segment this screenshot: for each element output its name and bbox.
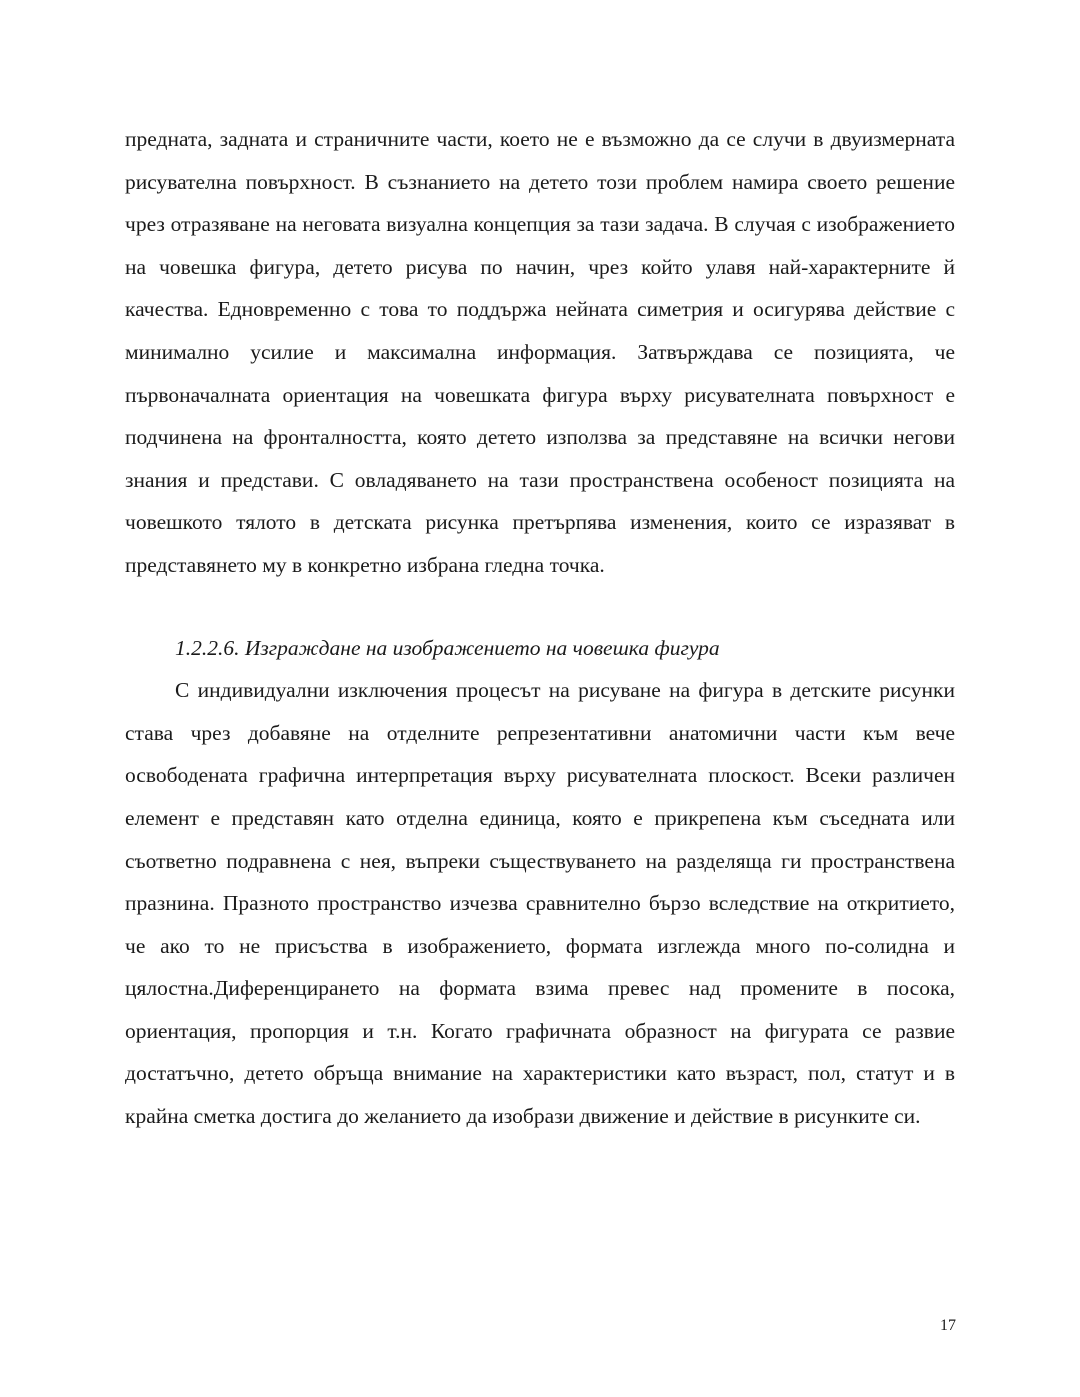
page-number: 17: [940, 1317, 956, 1334]
document-body: [125, 118, 955, 1138]
body-paragraph-1: предната, задната и страничните части, което не е възможно да се случи в двуизмерната рисувателна повърхност. В съзнанието на детето този проблем намира своето решение чрез отразяване на неговата визуална концепция за тази задача. В случая с изображението на човешка фигура, детето рисува по начин, чрез който улавя най-характерните й качества. Едновременно с това то поддържа нейната симетрия и осигурява действие с минимално усилие и максимална информация. Затвърждава се позицията, че първоначалната ориентация на човешката фигура върху рисувателната повърхност е подчинена на фронталността, която детето използва за представяне на всички негови знания и представи. С овладяването на тази пространствена особеност позицията на човешкото тялото в детската рисунка претърпява изменения, които се изразяват в представянето му в конкретно избрана гледна точка.: [125, 127, 955, 577]
body-paragraph-2: С индивидуални изключения процесът на рисуване на фигура в детските рисунки става чрез добавяне на отделните репрезентативни анатомични части към вече освободената графична интерпретация върху рисувателната плоскост. Всеки различен елемент е представян като отделна единица, която е прикрепена към съседната или съответно подравнена с нея, въпреки съществуването на разделяща ги пространствена празнина. Празното пространство изчезва сравнително бързо вследствие на откритието, че ако то не присъства в изображението, формата изглежда много по-солидна и цялостна.Диференцирането на формата взима превес над промените в посока, ориентация, пропорция и т.н. Когато графичната образност на фигурата се развие достатъчно, детето обръща внимание на характеристики като възраст, пол, статут и в крайна сметка достига до желанието да изобрази движение и действие в рисунките си.: [125, 678, 955, 1129]
section-heading: 1.2.2.6. Изграждане на изображението на човешка фигура: [175, 635, 720, 660]
